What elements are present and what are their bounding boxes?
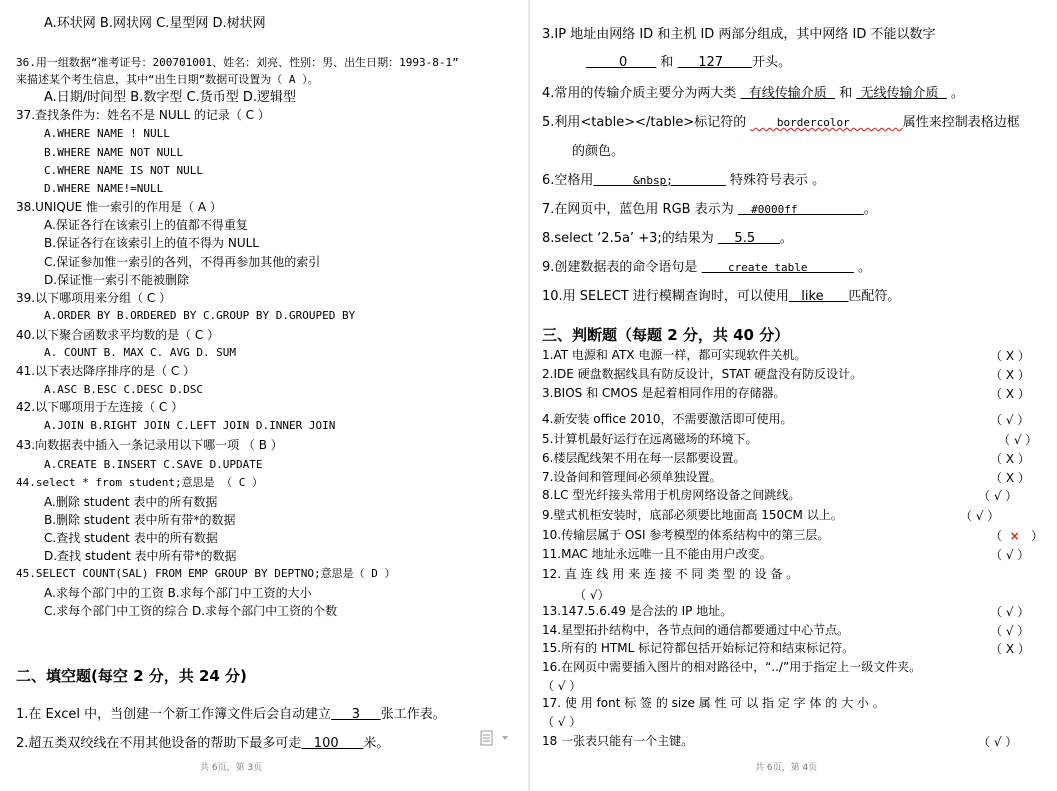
fill-q8-text: 8.select ‘2.5a’ +3;的结果为 bbox=[542, 231, 714, 246]
fill-q5-text: 5.利用<table></table>标记符的 bbox=[542, 115, 747, 130]
judge-q14: 14.星型拓扑结构中，各节点间的通信都要通过中心节点。 bbox=[542, 623, 850, 637]
q43-options: A.CREATE B.INSERT C.SAVE D.UPDATE bbox=[44, 458, 263, 471]
fill-q9 bbox=[542, 260, 871, 276]
q36-line2: 来描述某个考生信息，其中“出生日期”数据可设置为（ A ）。 bbox=[16, 73, 319, 86]
judge-q6: 6.楼层配线架不用在每一层都要设置。 bbox=[542, 451, 746, 465]
fill-q5 bbox=[542, 115, 1020, 131]
judge-q5: 5.计算机最好运行在远离磁场的环境下。 bbox=[542, 432, 758, 446]
q36-options: A.日期/时间型 B.数字型 C.货币型 D.逻辑型 bbox=[44, 90, 296, 105]
fill-q4-text: 4.常用的传输介质主要分为两大类 bbox=[542, 86, 737, 101]
q42: 42.以下哪项用于左连接（ C ） bbox=[16, 400, 184, 414]
judge-q13: 13.147.5.6.49 是合法的 IP 地址。 bbox=[542, 604, 733, 618]
section2-title: 二、填空题(每空 2 分，共 24 分) bbox=[16, 667, 247, 685]
q38-b: B.保证各行在该索引上的值不得为 NULL bbox=[44, 236, 259, 250]
fill-q2-answer: 100 bbox=[301, 736, 364, 751]
judge-q16: 16.在网页中需要插入图片的相对路径中，“../”用于指定上一级文件夹。 bbox=[542, 660, 922, 674]
judge-q8-answer: （ √ ） bbox=[978, 489, 1018, 503]
fill-q8-suffix: 。 bbox=[779, 231, 793, 246]
q37-d: D.WHERE NAME!=NULL bbox=[44, 182, 164, 195]
judge-q1: 1.AT 电源和 ATX 电源一样，都可实现软件关机。 bbox=[542, 348, 807, 362]
q45: 45.SELECT COUNT(SAL) FROM EMP GROUP BY DEPTNO;意思是（ D ） bbox=[16, 567, 396, 580]
fill-q3-suffix: 开头。 bbox=[751, 55, 791, 70]
q38: 38.UNIQUE 惟一索引的作用是（ A ） bbox=[16, 200, 222, 214]
q40: 40.以下聚合函数求平均数的是（ C ） bbox=[16, 328, 220, 342]
fill-q3-line1: 3.IP 地址由网络 ID 和主机 ID 两部分组成，其中网络 ID 不能以数字 bbox=[542, 27, 936, 42]
q38-a: A.保证各行在该索引上的值都不得重复 bbox=[44, 218, 248, 232]
fill-q7-suffix: 。 bbox=[863, 202, 877, 217]
q42-options: A.JOIN B.RIGHT JOIN C.LEFT JOIN D.INNER JOIN bbox=[44, 419, 336, 432]
judge-q5-answer: （ √ ） bbox=[998, 433, 1038, 447]
judge-q17: 17. 使 用 font 标 签 的 size 属 性 可 以 指 定 字 体 的 大 小 。 bbox=[542, 696, 885, 710]
fill-q8-answer: 5.5 bbox=[717, 231, 780, 246]
document-icon[interactable] bbox=[480, 730, 510, 746]
fill-q1 bbox=[16, 707, 446, 723]
fill-q9-text: 9.创建数据表的命令语句是 bbox=[542, 260, 698, 275]
fill-q6-suffix: 特殊符号表示 。 bbox=[725, 173, 826, 188]
judge-q18-answer: （ √ ） bbox=[978, 735, 1018, 749]
fill-q2 bbox=[16, 736, 389, 752]
q38-c: C.保证参加惟一索引的各列，不得再参加其他的索引 bbox=[44, 255, 321, 269]
q44-b: B.删除 student 表中所有带*的数据 bbox=[44, 513, 236, 527]
fill-q6-answer: &nbsp; bbox=[593, 174, 726, 187]
fill-q8 bbox=[542, 231, 793, 247]
judge-q14-answer: （ √ ） bbox=[990, 624, 1030, 638]
judge-q9: 9.壁式机柜安装时，底部必须要比地面高 150CM 以上。 bbox=[542, 508, 843, 522]
q35-options: A.环状网 B.网状网 C.星型网 D.树状网 bbox=[44, 16, 266, 31]
judge-q13-answer: （ √ ） bbox=[990, 605, 1030, 619]
fill-q10-answer: like bbox=[788, 289, 849, 304]
judge-q3-answer: （ X ） bbox=[990, 387, 1030, 401]
judge-q3: 3.BIOS 和 CMOS 是起着相同作用的存储器。 bbox=[542, 386, 786, 400]
q44: 44.select * from student;意思是 （ C ） bbox=[16, 476, 264, 489]
fill-q2-suffix: 米。 bbox=[363, 736, 390, 751]
q37-a: A.WHERE NAME ! NULL bbox=[44, 127, 170, 140]
judge-q2: 2.IDE 硬盘数据线具有防反设计，STAT 硬盘没有防反设计。 bbox=[542, 367, 863, 381]
judge-q1-answer: （ X ） bbox=[990, 349, 1030, 363]
page-3 bbox=[0, 0, 528, 791]
fill-q1-text: 1.在 Excel 中，当创建一个新工作簿文件后会自动建立 bbox=[16, 707, 332, 722]
fill-q3-and: 和 bbox=[660, 55, 674, 70]
fill-q9-answer: create table bbox=[701, 261, 854, 274]
judge-q10-answer bbox=[990, 527, 1043, 544]
q39: 39.以下哪项用来分组（ C ） bbox=[16, 291, 172, 305]
q37-c: C.WHERE NAME IS NOT NULL bbox=[44, 164, 203, 177]
judge-q10: 10.传输层属于 OSI 参考模型的体系结构中的第三层。 bbox=[542, 528, 830, 542]
judge-q17-answer: （ √ ） bbox=[542, 715, 582, 729]
judge-q10-bracket-open: （ bbox=[990, 529, 1010, 543]
judge-q15-answer: （ X ） bbox=[990, 642, 1030, 656]
fill-q3-answer2: 127 bbox=[677, 55, 752, 70]
judge-q11-answer: （ √ ） bbox=[990, 548, 1030, 562]
q37: 37.查找条件为：姓名不是 NULL 的记录（ C ） bbox=[16, 108, 270, 122]
fill-q1-answer: 3 bbox=[331, 707, 381, 722]
fill-q6-text: 6.空格用 bbox=[542, 173, 594, 188]
fill-q4-answer1: 有线传输介质 bbox=[740, 86, 836, 101]
fill-q2-text: 2.超五类双绞线在不用其他设备的帮助下最多可走 bbox=[16, 736, 302, 751]
judge-q8: 8.LC 型光纤接头常用于机房网络设备之间跳线。 bbox=[542, 488, 801, 502]
fill-q4-and: 和 bbox=[839, 86, 853, 101]
judge-q4: 4.新安装 office 2010，不需要激活即可使用。 bbox=[542, 412, 793, 426]
fill-q3-line2 bbox=[586, 55, 791, 71]
fill-q4-answer2: 无线传输介质 bbox=[856, 86, 947, 101]
fill-q3-answer1: 0 bbox=[586, 55, 657, 70]
judge-q11: 11.MAC 地址永远唯一且不能由用户改变。 bbox=[542, 547, 772, 561]
q44-d: D.查找 student 表中所有带*的数据 bbox=[44, 549, 237, 563]
wrong-mark-icon: × bbox=[1009, 529, 1020, 543]
fill-q4 bbox=[542, 86, 964, 102]
q45-ab: A.求每个部门中的工资 B.求每个部门中工资的大小 bbox=[44, 586, 312, 600]
page-footer-left: 共 6页，第 3页 bbox=[200, 763, 263, 773]
q41: 41.以下表达降序排序的是（ C ） bbox=[16, 364, 196, 378]
q43: 43.向数据表中插入一条记录用以下哪一项 （ B ） bbox=[16, 438, 283, 452]
q36-line1: 36.用一组数据“准考证号：200701001、姓名：刘亮、性别：男、出生日期：1993-8-1” bbox=[16, 56, 459, 69]
fill-q5-line2: 的颜色。 bbox=[572, 144, 625, 159]
judge-q7-answer: （ X ） bbox=[990, 471, 1030, 485]
fill-q7-text: 7.在网页中，蓝色用 RGB 表示为 bbox=[542, 202, 734, 217]
judge-q6-answer: （ X ） bbox=[990, 452, 1030, 466]
judge-q16-answer: （ √ ） bbox=[542, 679, 582, 693]
q41-options: A.ASC B.ESC C.DESC D.DSC bbox=[44, 383, 203, 396]
fill-q7-answer: #0000ff bbox=[737, 203, 864, 216]
q37-b: B.WHERE NAME NOT NULL bbox=[44, 146, 184, 159]
judge-q2-answer: （ X ） bbox=[990, 368, 1030, 382]
judge-q18: 18 一张表只能有一个主键。 bbox=[542, 734, 694, 748]
page-4 bbox=[530, 0, 1057, 791]
fill-q7 bbox=[542, 202, 877, 218]
fill-q10-suffix: 匹配符。 bbox=[848, 289, 901, 304]
judge-q7: 7.设备间和管理间必须单独设置。 bbox=[542, 470, 722, 484]
fill-q6 bbox=[542, 173, 825, 189]
section3-title: 三、判断题（每题 2 分，共 40 分） bbox=[542, 326, 790, 344]
judge-q12: 12. 直 连 线 用 来 连 接 不 同 类 型 的 设 备 。 bbox=[542, 567, 799, 581]
judge-q9-answer: （ √ ） bbox=[960, 509, 1000, 523]
fill-q5-answer: bordercolor bbox=[750, 116, 903, 129]
q38-d: D.保证惟一索引不能被删除 bbox=[44, 273, 190, 287]
fill-q4-suffix: 。 bbox=[950, 86, 964, 101]
q39-options: A.ORDER BY B.ORDERED BY C.GROUP BY D.GROUPED BY bbox=[44, 309, 356, 322]
fill-q10-text: 10.用 SELECT 进行模糊查询时，可以使用 bbox=[542, 289, 789, 304]
judge-q10-bracket-close: ） bbox=[1019, 529, 1044, 543]
q44-a: A.删除 student 表中的所有数据 bbox=[44, 495, 218, 509]
q45-cd: C.求每个部门中工资的综合 D.求每个部门中工资的个数 bbox=[44, 604, 338, 618]
fill-q5-suffix: 属性来控制表格边框 bbox=[902, 115, 1020, 130]
q44-c: C.查找 student 表中的所有数据 bbox=[44, 531, 218, 545]
judge-q4-answer: （ √ ） bbox=[990, 413, 1030, 427]
page-footer-right: 共 6页，第 4页 bbox=[755, 763, 818, 773]
judge-q15: 15.所有的 HTML 标记符都包括开始标记符和结束标记符。 bbox=[542, 641, 855, 655]
fill-q9-suffix: 。 bbox=[853, 260, 872, 275]
fill-q1-suffix: 张工作表。 bbox=[380, 707, 446, 722]
q40-options: A. COUNT B. MAX C. AVG D. SUM bbox=[44, 346, 237, 359]
judge-q12-answer: （ √） bbox=[574, 588, 610, 602]
fill-q10 bbox=[542, 289, 900, 305]
